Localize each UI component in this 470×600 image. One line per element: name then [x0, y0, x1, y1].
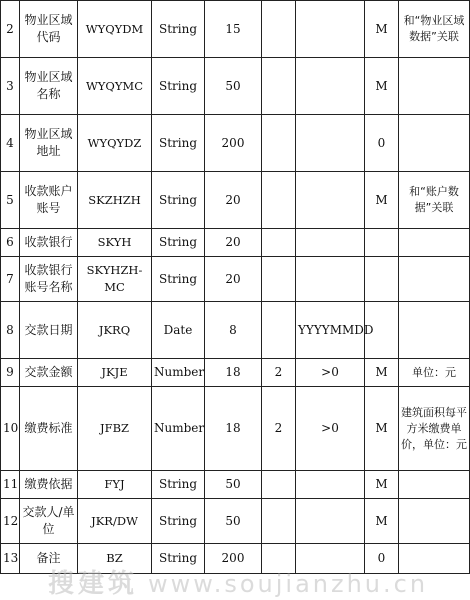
row-number: 3 [1, 58, 20, 115]
value-range [296, 229, 365, 257]
value-range [296, 1, 365, 58]
field-code: JKR/DW [78, 499, 152, 544]
row-number: 6 [1, 229, 20, 257]
field-name: 物业区域名称 [20, 58, 78, 115]
constraint [365, 257, 399, 302]
data-type: String [152, 1, 205, 58]
data-type: Number [152, 359, 205, 387]
remark [399, 229, 470, 257]
field-length: 200 [205, 115, 262, 172]
remark [399, 58, 470, 115]
data-type: String [152, 229, 205, 257]
data-type: String [152, 257, 205, 302]
row-number: 8 [1, 302, 20, 359]
remark [399, 499, 470, 544]
field-length: 50 [205, 58, 262, 115]
data-type: String [152, 58, 205, 115]
constraint: M [365, 387, 399, 471]
field-code: WYQYMC [78, 58, 152, 115]
data-type: String [152, 471, 205, 499]
field-code: SKYHZH-MC [78, 257, 152, 302]
value-range [296, 471, 365, 499]
row-number: 11 [1, 471, 20, 499]
field-name: 物业区域代码 [20, 1, 78, 58]
row-number: 2 [1, 1, 20, 58]
field-code: WYQYDZ [78, 115, 152, 172]
remark [399, 302, 470, 359]
value-range: YYYYMMDD [296, 302, 365, 359]
data-type: Number [152, 387, 205, 471]
field-length: 18 [205, 387, 262, 471]
value-range [296, 544, 365, 574]
field-length: 20 [205, 172, 262, 229]
field-length: 200 [205, 544, 262, 574]
constraint: M [365, 471, 399, 499]
decimal-places [262, 172, 296, 229]
remark [399, 471, 470, 499]
table-row [1, 229, 470, 257]
field-length: 50 [205, 499, 262, 544]
value-range: >0 [296, 359, 365, 387]
decimal-places [262, 302, 296, 359]
field-name: 交款人/单位 [20, 499, 78, 544]
field-name: 收款银行账号名称 [20, 257, 78, 302]
field-name: 缴费依据 [20, 471, 78, 499]
watermark-cn: 搜建筑 [48, 569, 139, 599]
table-row [1, 172, 470, 229]
decimal-places [262, 1, 296, 58]
constraint: M [365, 1, 399, 58]
remark: 单位：元 [399, 359, 470, 387]
row-number: 4 [1, 115, 20, 172]
decimal-places [262, 58, 296, 115]
value-range [296, 115, 365, 172]
constraint: M [365, 499, 399, 544]
field-name: 收款银行 [20, 229, 78, 257]
remark: 建筑面积每平方米缴费单价，单位：元 [399, 387, 470, 471]
row-number: 10 [1, 387, 20, 471]
value-range [296, 257, 365, 302]
table-row [1, 359, 470, 387]
data-type: String [152, 115, 205, 172]
table-row [1, 115, 470, 172]
field-code: SKZHZH [78, 172, 152, 229]
decimal-places [262, 257, 296, 302]
field-code: FYJ [78, 471, 152, 499]
field-name: 备注 [20, 544, 78, 574]
value-range [296, 499, 365, 544]
remark [399, 544, 470, 574]
field-length: 15 [205, 1, 262, 58]
table-row [1, 499, 470, 544]
table-row [1, 1, 470, 58]
remark [399, 257, 470, 302]
field-name: 物业区域地址 [20, 115, 78, 172]
field-code: JFBZ [78, 387, 152, 471]
field-length: 20 [205, 257, 262, 302]
data-type: Date [152, 302, 205, 359]
row-number: 5 [1, 172, 20, 229]
constraint [365, 229, 399, 257]
data-type: String [152, 499, 205, 544]
remark: 和“账户数据”关联 [399, 172, 470, 229]
table-row [1, 302, 470, 359]
decimal-places [262, 115, 296, 172]
field-length: 50 [205, 471, 262, 499]
field-length: 18 [205, 359, 262, 387]
decimal-places [262, 544, 296, 574]
decimal-places [262, 229, 296, 257]
field-code: JKJE [78, 359, 152, 387]
decimal-places [262, 471, 296, 499]
row-number: 7 [1, 257, 20, 302]
table-row [1, 544, 470, 574]
field-length: 20 [205, 229, 262, 257]
field-name: 交款日期 [20, 302, 78, 359]
field-length: 8 [205, 302, 262, 359]
field-code: WYQYDM [78, 1, 152, 58]
table-row [1, 58, 470, 115]
field-code: SKYH [78, 229, 152, 257]
decimal-places: 2 [262, 359, 296, 387]
field-name: 收款账户账号 [20, 172, 78, 229]
field-code: BZ [78, 544, 152, 574]
value-range [296, 172, 365, 229]
decimal-places: 2 [262, 387, 296, 471]
constraint: M [365, 172, 399, 229]
constraint: 0 [365, 544, 399, 574]
row-number: 9 [1, 359, 20, 387]
field-name: 缴费标准 [20, 387, 78, 471]
value-range [296, 58, 365, 115]
data-type: String [152, 544, 205, 574]
constraint: 0 [365, 115, 399, 172]
watermark-url: www.soujianzhu.cn [148, 570, 429, 598]
remark: 和“物业区域数据”关联 [399, 1, 470, 58]
value-range: >0 [296, 387, 365, 471]
data-type: String [152, 172, 205, 229]
constraint: M [365, 359, 399, 387]
constraint: M [365, 58, 399, 115]
row-number: 12 [1, 499, 20, 544]
table-row [1, 387, 470, 471]
field-code: JKRQ [78, 302, 152, 359]
row-number: 13 [1, 544, 20, 574]
remark [399, 115, 470, 172]
decimal-places [262, 499, 296, 544]
field-name: 交款金额 [20, 359, 78, 387]
table-row [1, 471, 470, 499]
table-row [1, 257, 470, 302]
